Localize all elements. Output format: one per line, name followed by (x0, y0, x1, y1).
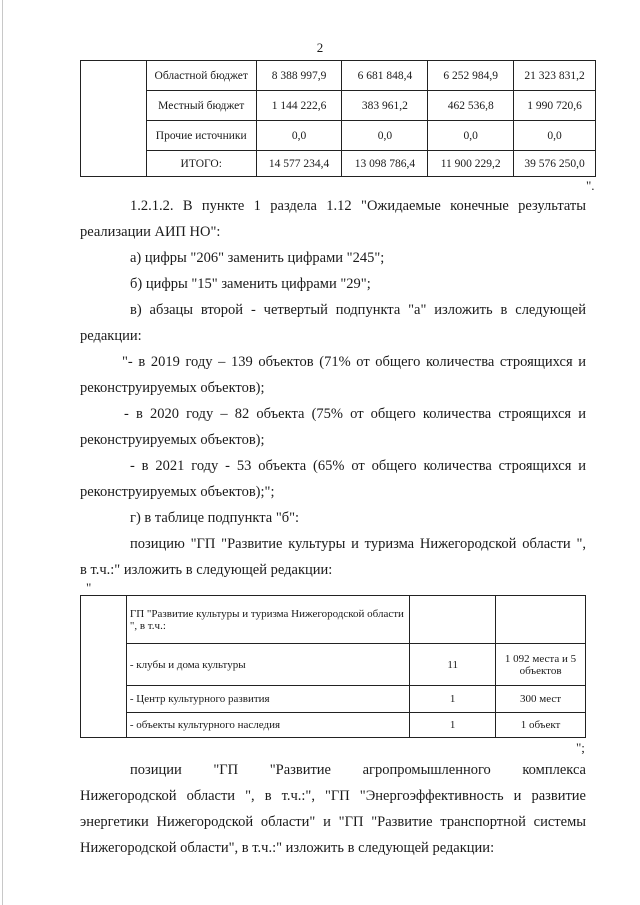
count-cell: 1 (410, 686, 496, 713)
positions-paragraph: позиции "ГП "Развитие агропромышленного комплекса (130, 762, 586, 778)
value-cell: 11 900 229,2 (428, 151, 514, 177)
value-cell: 8 388 997,9 (256, 61, 342, 91)
year-2021: - в 2021 году - 53 объекта (65% от общего количества строящихся и (130, 458, 586, 474)
item-v: в) абзацы второй - четвертый подпункта "а" изложить в следующей (130, 302, 586, 318)
paragraph-line: реконструируемых объектов);"; (80, 484, 275, 500)
paragraph-line: в т.ч.:" изложить в следующей редакции: (80, 562, 333, 578)
row-label: - клубы и дома культуры (126, 644, 409, 686)
value-cell: 300 мест (496, 686, 586, 713)
value-cell: 1 объект (496, 713, 586, 738)
table-row (81, 644, 586, 686)
close-quote: "; (576, 740, 585, 755)
table-row (81, 713, 586, 738)
year-2020: - в 2020 году – 82 объекта (75% от общего количества строящихся и (124, 406, 586, 422)
table-row (81, 91, 596, 121)
scan-edge-line (2, 0, 3, 905)
table-row (81, 61, 596, 91)
row-label: Прочие источники (146, 121, 256, 151)
budget-table (80, 60, 596, 177)
row-label: - Центр культурного развития (126, 686, 409, 713)
value-cell: 14 577 234,4 (256, 151, 342, 177)
value-cell: 0,0 (428, 121, 514, 151)
gp-header: ГП "Развитие культуры и туризма Нижегородской области ", в т.ч.: (126, 596, 409, 644)
empty-cell (81, 61, 147, 177)
paragraph-line: Нижегородской области ", в т.ч.:", "ГП "Энергоэффективность и развитие (80, 788, 586, 804)
value-cell: 39 576 250,0 (514, 151, 596, 177)
row-label: - объекты культурного наследия (126, 713, 409, 738)
empty-cell (496, 596, 586, 644)
item-b: б) цифры "15" заменить цифрами "29"; (130, 276, 371, 292)
table-row (81, 151, 596, 177)
value-cell: 21 323 831,2 (514, 61, 596, 91)
paragraph-line: реконструируемых объектов); (80, 432, 265, 448)
value-cell: 462 536,8 (428, 91, 514, 121)
paragraph-line: реконструируемых объектов); (80, 380, 265, 396)
paragraph-line: Нижегородской области", в т.ч.:" изложить в следующей редакции: (80, 840, 495, 856)
value-cell: 6 681 848,4 (342, 61, 428, 91)
empty-cell (81, 596, 127, 738)
row-label: Областной бюджет (146, 61, 256, 91)
count-cell: 1 (410, 713, 496, 738)
value-cell: 0,0 (514, 121, 596, 151)
year-2019: "- в 2019 году – 139 объектов (71% от общего количества строящихся и (122, 354, 586, 370)
table-row (81, 121, 596, 151)
value-cell: 0,0 (342, 121, 428, 151)
page-number: 2 (316, 40, 324, 55)
item-g: г) в таблице подпункта "б": (130, 510, 300, 526)
value-cell: 6 252 984,9 (428, 61, 514, 91)
open-quote: " (86, 580, 92, 595)
table-row (81, 596, 586, 644)
table-row (81, 686, 586, 713)
value-cell: 1 092 места и 5 объектов (496, 644, 586, 686)
paragraph-line: редакции: (80, 328, 142, 344)
paragraph-line: реализации АИП НО": (80, 224, 221, 240)
row-label: Местный бюджет (146, 91, 256, 121)
item-a: а) цифры "206" заменить цифрами "245"; (130, 250, 385, 266)
value-cell: 383 961,2 (342, 91, 428, 121)
empty-cell (410, 596, 496, 644)
paragraph-1-2-1-2: 1.2.1.2. В пункте 1 раздела 1.12 "Ожидаемые конечные результаты (130, 198, 586, 214)
close-quote: ". (586, 178, 595, 193)
paragraph-line: энергетики Нижегородской области" и "ГП "Развитие транспортной системы (80, 814, 586, 830)
value-cell: 0,0 (256, 121, 342, 151)
count-cell: 11 (410, 644, 496, 686)
value-cell: 1 990 720,6 (514, 91, 596, 121)
value-cell: 1 144 222,6 (256, 91, 342, 121)
position-culture: позицию "ГП "Развитие культуры и туризма Нижегородской области ", (130, 536, 586, 552)
gp-culture-table (80, 595, 586, 738)
value-cell: 13 098 786,4 (342, 151, 428, 177)
row-label: ИТОГО: (146, 151, 256, 177)
